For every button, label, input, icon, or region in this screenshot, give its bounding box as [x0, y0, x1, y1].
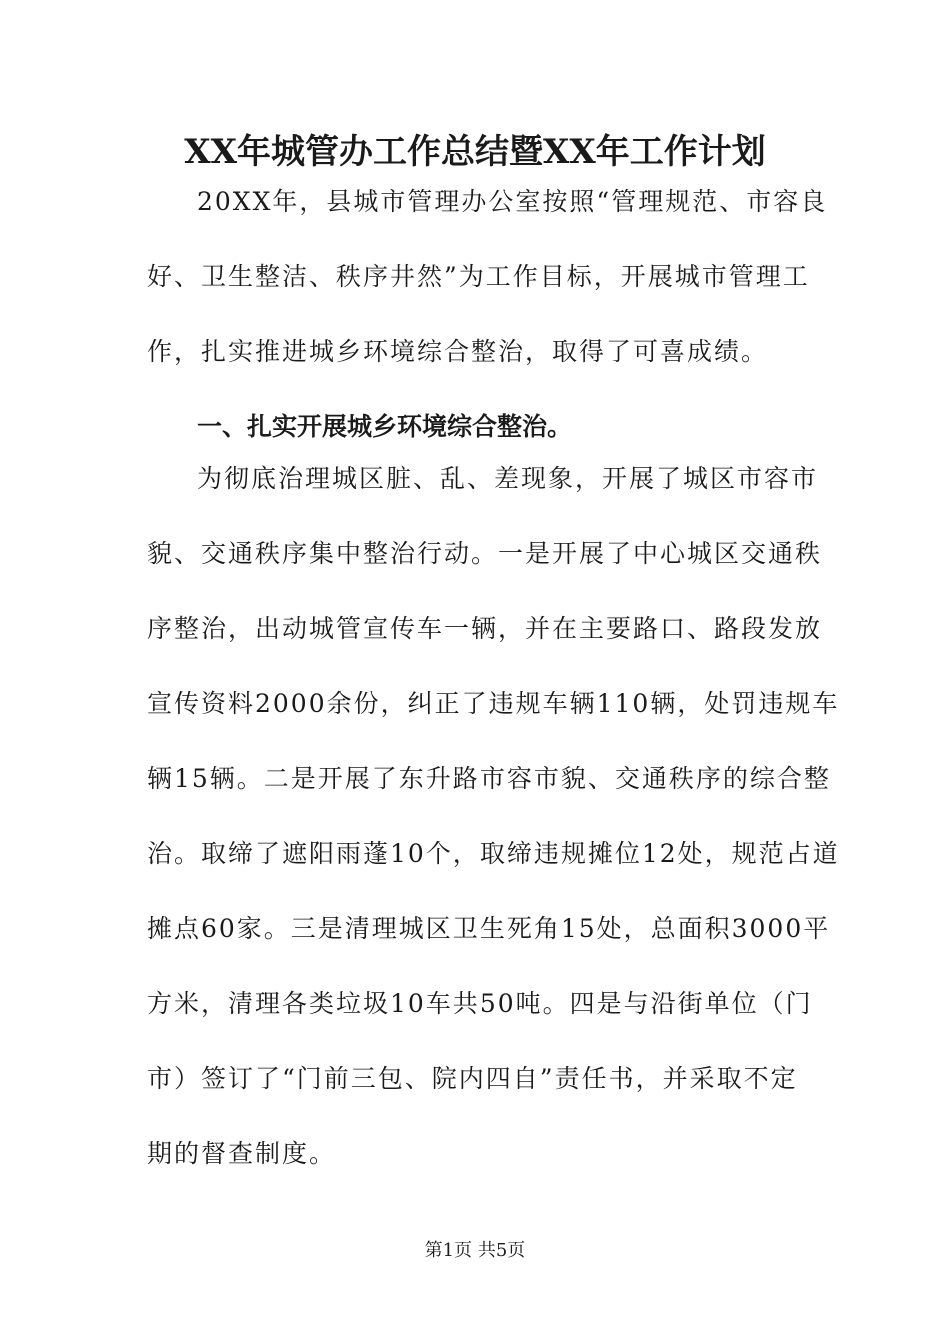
page-number-footer: 第1页 共5页: [424, 1240, 526, 1261]
body-line-10: 期的督查制度。: [147, 1139, 337, 1168]
intro-line-3: 作，扎实推进城乡环境综合整治，取得了可喜成绩。: [147, 337, 769, 366]
body-line-6: 治。取缔了遮阳雨蓬10个，取缔违规摊位12处，规范占道: [147, 839, 840, 868]
intro-line-2: 好、卫生整洁、秩序井然”为工作目标，开展城市管理工: [147, 262, 810, 291]
body-line-1: 为彻底治理城区脏、乱、差现象，开展了城区市容市: [197, 464, 819, 493]
section-heading-1: 一、扎实开展城乡环境综合整治。: [197, 412, 573, 441]
body-line-3: 序整治，出动城管宣传车一辆，并在主要路口、路段发放: [147, 614, 823, 643]
body-line-4: 宣传资料2000余份，纠正了违规车辆110辆，处罚违规车: [147, 689, 840, 718]
body-line-7: 摊点60家。三是清理城区卫生死角15处，总面积3000平: [147, 914, 831, 943]
body-line-5: 辆15辆。二是开展了东升路市容市貌、交通秩序的综合整: [147, 764, 831, 793]
body-line-9: 市）签订了“门前三包、院内四自”责任书，并采取不定: [147, 1064, 798, 1093]
intro-line-1: 20XX年，县城市管理办公室按照“管理规范、市容良: [197, 187, 828, 216]
body-line-2: 貌、交通秩序集中整治行动。一是开展了中心城区交通秩: [147, 539, 823, 568]
body-line-8: 方米，清理各类垃圾10车共50吨。四是与沿街单位（门: [147, 989, 813, 1018]
document-title: XX年城管办工作总结暨XX年工作计划: [184, 132, 766, 172]
